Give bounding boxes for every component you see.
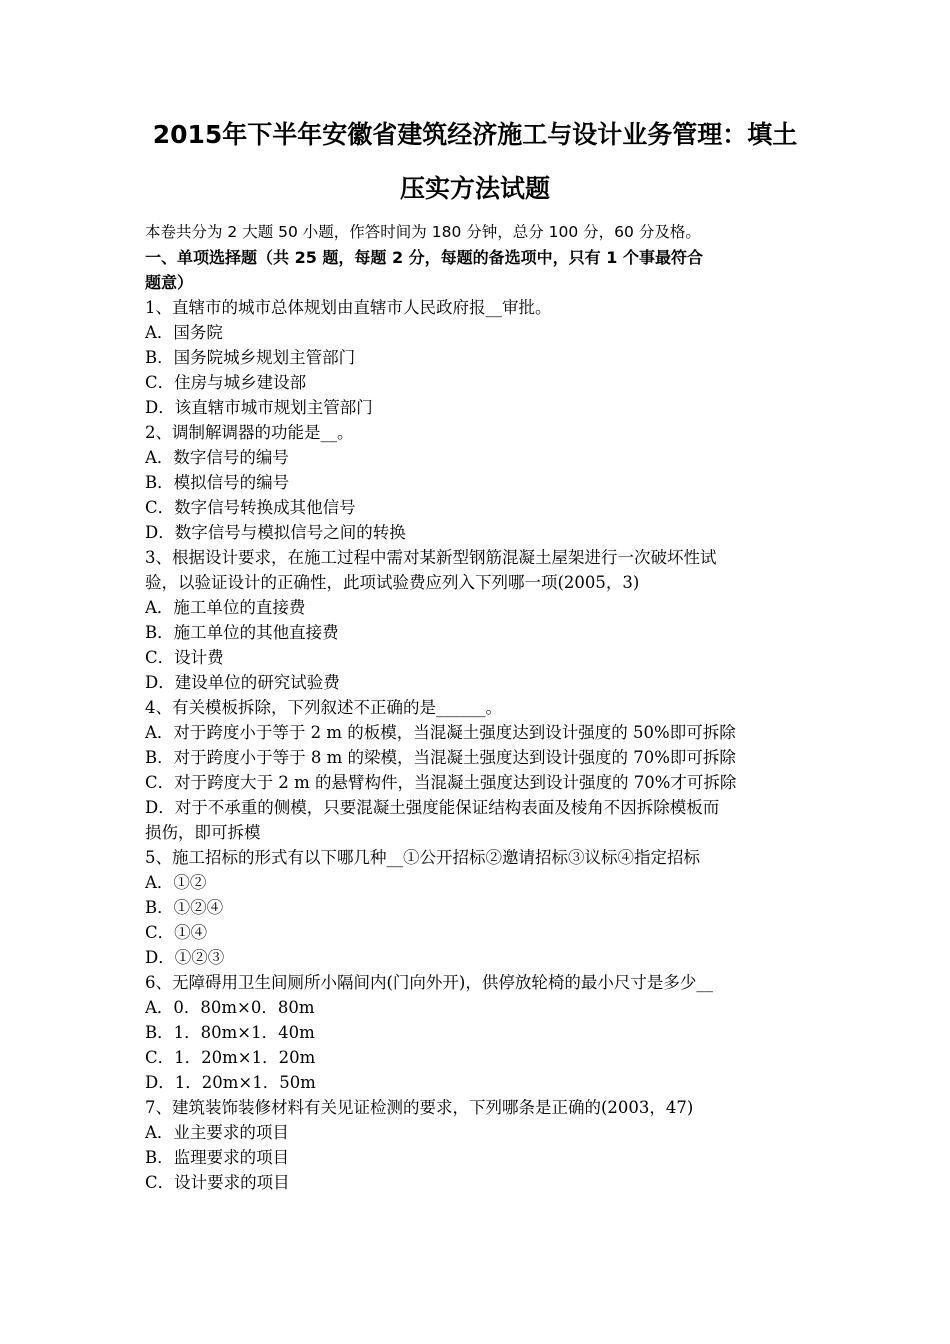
text-line: B．1．80m×1．40m <box>145 1023 315 1042</box>
text-line: A．数字信号的编号 <box>145 448 289 467</box>
text-line: B．①②④ <box>145 898 224 917</box>
section-heading-line-2: 题意） <box>145 273 194 292</box>
text-line: D．建设单位的研究试验费 <box>145 673 340 692</box>
text-line: 1、直辖市的城市总体规划由直辖市人民政府报__审批。 <box>145 298 552 317</box>
document-body <box>145 220 810 1195</box>
text-line: B．对于跨度小于等于 8 m 的梁模，当混凝土强度达到设计强度的 70%即可拆除 <box>145 748 736 767</box>
text-line: B．国务院城乡规划主管部门 <box>145 348 356 367</box>
text-line: C．设计费 <box>145 648 224 667</box>
text-line: D．对于不承重的侧模，只要混凝土强度能保证结构表面及棱角不因拆除模板而 <box>145 798 720 817</box>
text-line: 验，以验证设计的正确性，此项试验费应列入下列哪一项(2005，3) <box>145 573 640 592</box>
text-line: A．业主要求的项目 <box>145 1123 289 1142</box>
section-heading-line-1: 一、单项选择题（共 25 题，每题 2 分，每题的备选项中，只有 1 个事最符合 <box>145 248 703 267</box>
text-line: A．国务院 <box>145 323 223 342</box>
text-line: A．施工单位的直接费 <box>145 598 306 617</box>
text-line: 6、无障碍用卫生间厕所小隔间内(门向外开)，供停放轮椅的最小尺寸是多少__ <box>145 973 713 992</box>
text-line: B．监理要求的项目 <box>145 1148 290 1167</box>
text-line: 损伤，即可拆模 <box>145 823 261 842</box>
question-list <box>145 295 810 1195</box>
text-line: C．对于跨度大于 2 m 的悬臂构件，当混凝土强度达到设计强度的 70%才可拆除 <box>145 773 737 792</box>
text-line: D．数字信号与模拟信号之间的转换 <box>145 523 406 542</box>
text-line: C．数字信号转换成其他信号 <box>145 498 356 517</box>
text-line: D．1．20m×1．50m <box>145 1073 316 1092</box>
text-line: A．0．80m×0．80m <box>145 998 315 1017</box>
text-line: A．①② <box>145 873 207 892</box>
text-line: C．设计要求的项目 <box>145 1173 290 1192</box>
text-line: 2、调制解调器的功能是__。 <box>145 423 354 442</box>
document-title-line-2: 压实方法试题 <box>399 174 550 203</box>
text-line: A．对于跨度小于等于 2 m 的板模，当混凝土强度达到设计强度的 50%即可拆除 <box>145 723 736 742</box>
text-line: 5、施工招标的形式有以下哪几种__①公开招标②邀请招标③议标④指定招标 <box>145 848 700 867</box>
text-line: 3、根据设计要求，在施工过程中需对某新型钢筋混凝土屋架进行一次破坏性试 <box>145 548 717 567</box>
text-line: 7、建筑装饰装修材料有关见证检测的要求，下列哪条是正确的(2003，47) <box>145 1098 694 1117</box>
text-line: B．施工单位的其他直接费 <box>145 623 339 642</box>
document-title-line-1: 2015年下半年安徽省建筑经济施工与设计业务管理：填土 <box>152 120 798 149</box>
text-line: C．住房与城乡建设部 <box>145 373 307 392</box>
exam-intro: 本卷共分为 2 大题 50 小题，作答时间为 180 分钟，总分 100 分，60 分及格。 <box>145 223 701 241</box>
text-line: C．1．20m×1．20m <box>145 1048 316 1067</box>
text-line: D．①②③ <box>145 948 225 967</box>
text-line: 4、有关模板拆除，下列叙述不正确的是______。 <box>145 698 502 717</box>
text-line: D．该直辖市城市规划主管部门 <box>145 398 373 417</box>
text-line: C．①④ <box>145 923 208 942</box>
text-line: B．模拟信号的编号 <box>145 473 290 492</box>
